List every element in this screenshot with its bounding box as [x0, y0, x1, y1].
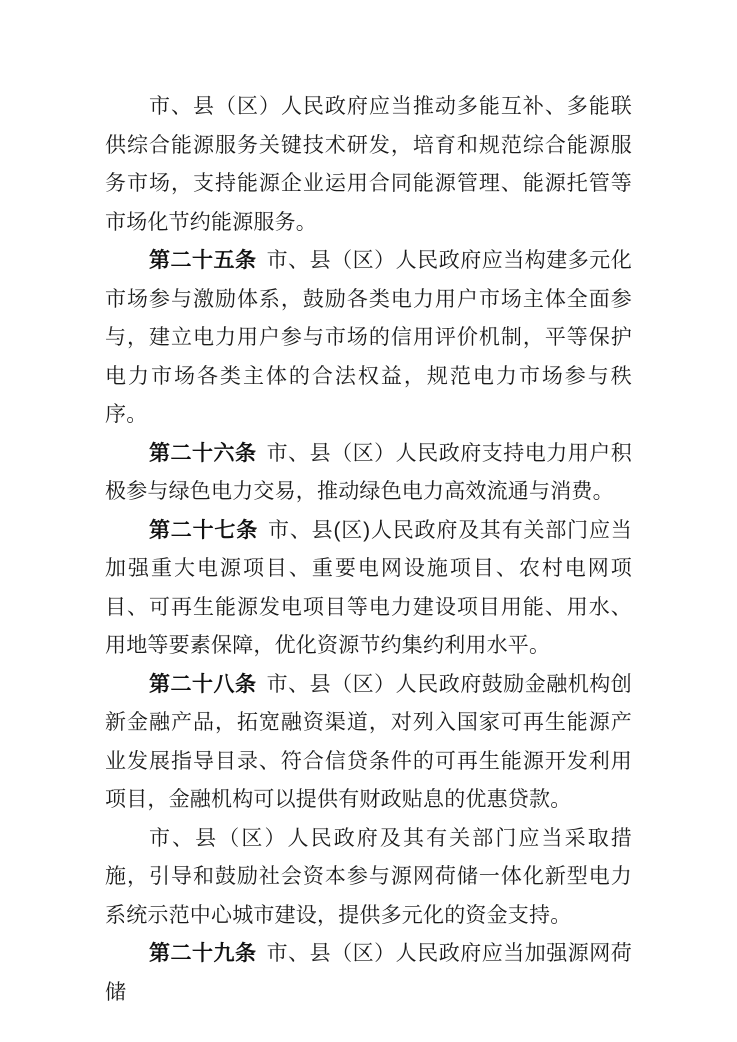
article-number: 第二十六条: [149, 441, 257, 465]
paragraph: [105, 242, 632, 435]
paragraph-text: 市、县（区）人民政府支持电力用户积极参与绿色电力交易，推动绿色电力高效流通与消费。: [105, 441, 633, 503]
article-number: 第二十七条: [149, 518, 259, 542]
paragraph-text: 市、县（区）人民政府应当加强源网荷储: [105, 942, 633, 1004]
paragraph: [105, 666, 632, 820]
paragraph-text: 市、县（区）人民政府应当构建多元化市场参与激励体系，鼓励各类电力用户市场主体全面参与，建立电力用户参与市场的信用评价机制，平等保护电力市场各类主体的合法权益，规范电力市场参与秩序。: [105, 249, 633, 426]
article-number: 第二十五条: [149, 249, 257, 272]
paragraph: [105, 512, 632, 666]
paragraph: [105, 820, 632, 936]
paragraph: [105, 435, 632, 512]
article-number: 第二十九条: [149, 942, 257, 965]
paragraph-text: 市、县（区）人民政府及其有关部门应当采取措施，引导和鼓励社会资本参与源网荷储一体化新型电力系统示范中心城市建设，提供多元化的资金支持。: [105, 826, 632, 927]
paragraph-text: 市、县(区)人民政府及其有关部门应当加强重大电源项目、重要电网设施项目、农村电网项目、可再生能源发电项目等电力建设项目用能、用水、用地等要素保障，优化资源节约集约利用水平。: [105, 518, 632, 657]
paragraph: [105, 88, 632, 242]
article-number: 第二十八条: [149, 672, 257, 696]
paragraph: [105, 935, 632, 1012]
paragraph-text: 市、县（区）人民政府鼓励金融机构创新金融产品，拓宽融资渠道，对列入国家可再生能源产业发展指导目录、符合信贷条件的可再生能源开发利用项目，金融机构可以提供有财政贴息的优惠贷款。: [105, 672, 633, 811]
paragraph-text: 市、县（区）人民政府应当推动多能互补、多能联供综合能源服务关键技术研发，培育和规范综合能源服务市场，支持能源企业运用合同能源管理、能源托管等市场化节约能源服务。: [105, 95, 632, 234]
